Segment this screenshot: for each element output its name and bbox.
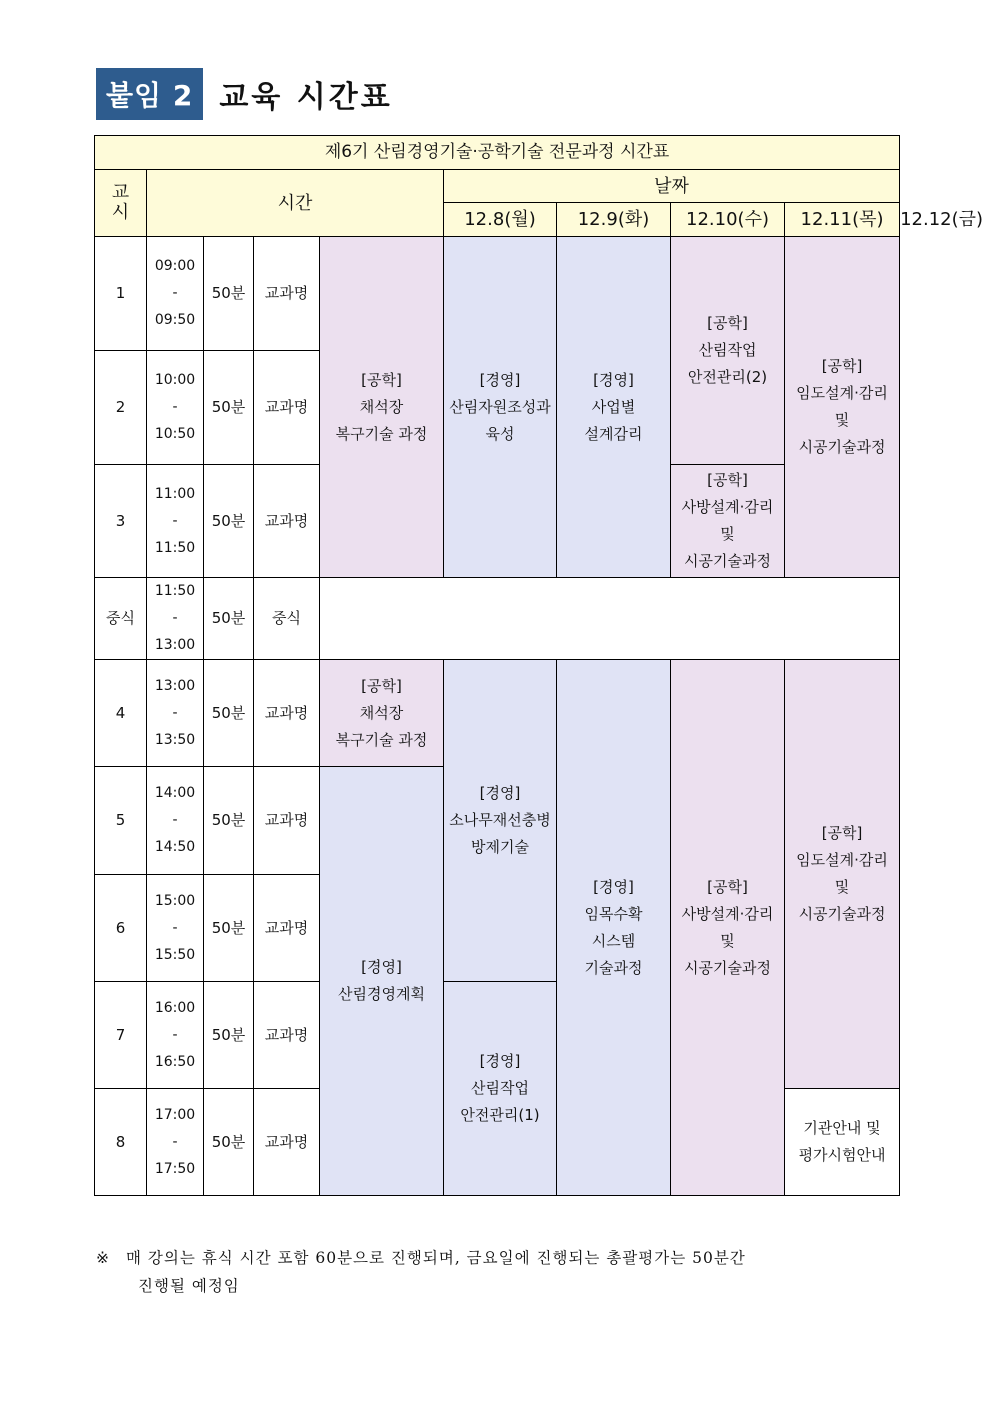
time-cell: 15:00 - 15:50: [147, 875, 204, 982]
course-mon-p5-8: [경영] 산림경영계획: [320, 767, 444, 1196]
time-cell: 09:00 - 09:50: [147, 237, 204, 351]
header-period: 교 시: [95, 170, 147, 237]
period-cell: 7: [95, 982, 147, 1089]
course-tue-morning: [경영] 산림자원조성과 육성: [444, 237, 557, 578]
course-wed-morning: [경영] 사업별 설계감리: [557, 237, 671, 578]
header-date: 날짜: [444, 170, 900, 203]
time-cell: 13:00 - 13:50: [147, 660, 204, 767]
course-name-label: 교과명: [254, 767, 320, 875]
table-row-lunch: [95, 578, 900, 660]
page-heading: [96, 68, 393, 120]
day-tue: 12.9(화): [557, 203, 671, 237]
period-cell: 3: [95, 465, 147, 578]
course-fri-p4-7: [공학] 임도설계·감리 및 시공기술과정: [785, 660, 900, 1089]
duration-cell: 50분: [204, 982, 254, 1089]
header-time: 시간: [147, 170, 444, 237]
day-thu: 12.11(목): [785, 203, 900, 237]
period-cell: 중식: [95, 578, 147, 660]
duration-cell: 50분: [204, 237, 254, 351]
lunch-label: 중식: [254, 578, 320, 660]
duration-cell: 50분: [204, 465, 254, 578]
duration-cell: 50분: [204, 1089, 254, 1196]
period-cell: 5: [95, 767, 147, 875]
duration-cell: 50분: [204, 660, 254, 767]
table-row: [95, 237, 900, 351]
period-cell: 1: [95, 237, 147, 351]
footnote: [96, 1244, 896, 1300]
period-cell: 4: [95, 660, 147, 767]
course-mon-morning: [공학] 채석장 복구기술 과정: [320, 237, 444, 578]
footnote-text-2: 진행될 예정임: [138, 1277, 240, 1295]
period-cell: 6: [95, 875, 147, 982]
attachment-badge: 붙임 2: [96, 68, 203, 120]
course-fri-morning: [공학] 임도설계·감리 및 시공기술과정: [785, 237, 900, 578]
period-cell: 2: [95, 351, 147, 465]
lunch-empty-cell: [320, 578, 900, 660]
course-name-label: 교과명: [254, 465, 320, 578]
table-title: 제6기 산림경영기술·공학기술 전문과정 시간표: [95, 136, 900, 170]
course-name-label: 교과명: [254, 1089, 320, 1196]
course-tue-p7-8: [경영] 산림작업 안전관리(1): [444, 982, 557, 1196]
course-tue-p4-6: [경영] 소나무재선충병 방제기술: [444, 660, 557, 982]
page-title: 교육 시간표: [219, 80, 393, 115]
course-thu-p3: [공학] 사방설계·감리 및 시공기술과정: [671, 465, 785, 578]
footnote-text-1: 매 강의는 휴식 시간 포함 60분으로 진행되며, 금요일에 진행되는 총괄평가는 50분간: [126, 1249, 746, 1267]
time-cell: 16:00 - 16:50: [147, 982, 204, 1089]
course-thu-afternoon: [공학] 사방설계·감리 및 시공기술과정: [671, 660, 785, 1196]
course-fri-p8: 기관안내 및 평가시험안내: [785, 1089, 900, 1196]
duration-cell: 50분: [204, 578, 254, 660]
footnote-line-1: [96, 1244, 896, 1272]
time-cell: 11:00 - 11:50: [147, 465, 204, 578]
course-name-label: 교과명: [254, 351, 320, 465]
reference-mark-icon: ※: [96, 1249, 110, 1267]
course-name-label: 교과명: [254, 875, 320, 982]
course-wed-afternoon: [경영] 임목수확 시스템 기술과정: [557, 660, 671, 1196]
schedule-table: 제6기 산림경영기술·공학기술 전문과정 시간표 교 시 시간 날짜 12.8(월) 12.9(화) 12.10(수) 12.11(목) 12.12(금) 1 09:00 - 09:50 50분 교과명 [공학] 채석장 복구기술 과정 [경영] 산림자원조성과 육성 [경영] 사업별 설계감리 [공학] 산림작업 안전관리(2) [공학] 임도설계·감리 및 시공기술과정 2 10:00 - 10:50 50분 교과명 3 11:00 - 11:50 50분 교과명 [공학] 사방설계·감리 및 시공기술과정 중식 11:50 - 13:00 50분 중식 4 13:00 - 13:50 50분 교과명 [공학] 채석장 복구기술 과정 [경영] 소나무재선충병 방제기술 [경영] 임목수확 시스템 기술과정 [공학] 사방설계·감리 및 시공기술과정 [공학] 임도설계·감리 및 시공기술과정 5 14:00 - 14:50 50분 교과명 [경영] 산림경영계획 6 15:00 - 15:50 50분 교과명 7 16:00 - 16:50 50분 교과명 [경영] 산림작업 안전관리(1) 8 17:00 - 17:50 50분 교과명 기관안내 및 평가시험안내: [94, 135, 900, 1196]
time-cell: 14:00 - 14:50: [147, 767, 204, 875]
day-mon: 12.8(월): [444, 203, 557, 237]
period-cell: 8: [95, 1089, 147, 1196]
day-wed: 12.10(수): [671, 203, 785, 237]
time-cell: 17:00 - 17:50: [147, 1089, 204, 1196]
course-name-label: 교과명: [254, 237, 320, 351]
course-mon-p4: [공학] 채석장 복구기술 과정: [320, 660, 444, 767]
course-name-label: 교과명: [254, 982, 320, 1089]
course-name-label: 교과명: [254, 660, 320, 767]
duration-cell: 50분: [204, 767, 254, 875]
table-row: [95, 660, 900, 767]
course-thu-p1-2: [공학] 산림작업 안전관리(2): [671, 237, 785, 465]
time-cell: 10:00 - 10:50: [147, 351, 204, 465]
duration-cell: 50분: [204, 351, 254, 465]
duration-cell: 50분: [204, 875, 254, 982]
time-cell: 11:50 - 13:00: [147, 578, 204, 660]
